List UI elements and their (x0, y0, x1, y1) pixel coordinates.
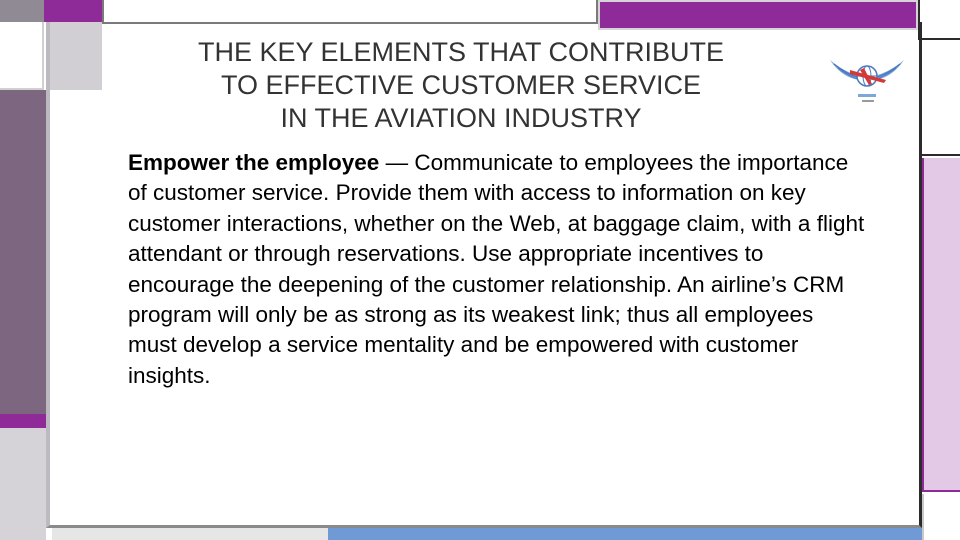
frame-block-left-mauve (0, 90, 46, 414)
frame-block-top-left (0, 0, 44, 22)
frame-block-right-bottom (922, 494, 960, 540)
slide-title-line-2: TO EFFECTIVE CUSTOMER SERVICE (220, 70, 702, 100)
slide-body (128, 148, 868, 391)
slide-title (100, 36, 822, 135)
frame-block-left-white (0, 22, 44, 90)
frame-block-top-purple-left (44, 0, 102, 22)
airplane-wings-icon (826, 50, 908, 106)
frame-block-left-purple (0, 414, 46, 428)
frame-block-bottom-blue (328, 528, 922, 540)
frame-block-top-right (918, 0, 960, 40)
slide-title-line-1: THE KEY ELEMENTS THAT CONTRIBUTE (197, 37, 725, 67)
frame-block-top-strip (102, 0, 598, 24)
frame-block-left-bottom (0, 428, 46, 540)
frame-block-right-white (922, 40, 960, 156)
body-text: — Communicate to employees the importance of customer service. Provide them with access to information on key customer interactions, whether on the Web, at baggage claim, with a flight attendant or through reservations. Use appropriate incentives to encourage the deepening of the customer relationship. An airline’s CRM program will only be as strong as its weakest link; thus all employees must develop a service mentality and be empowered with customer insights. (128, 150, 865, 388)
frame-block-right-lavender (922, 158, 960, 492)
body-lead: Empower the employee (128, 150, 380, 175)
slide-title-line-3: IN THE AVIATION INDUSTRY (280, 103, 642, 133)
frame-block-bottom-light (52, 528, 328, 540)
